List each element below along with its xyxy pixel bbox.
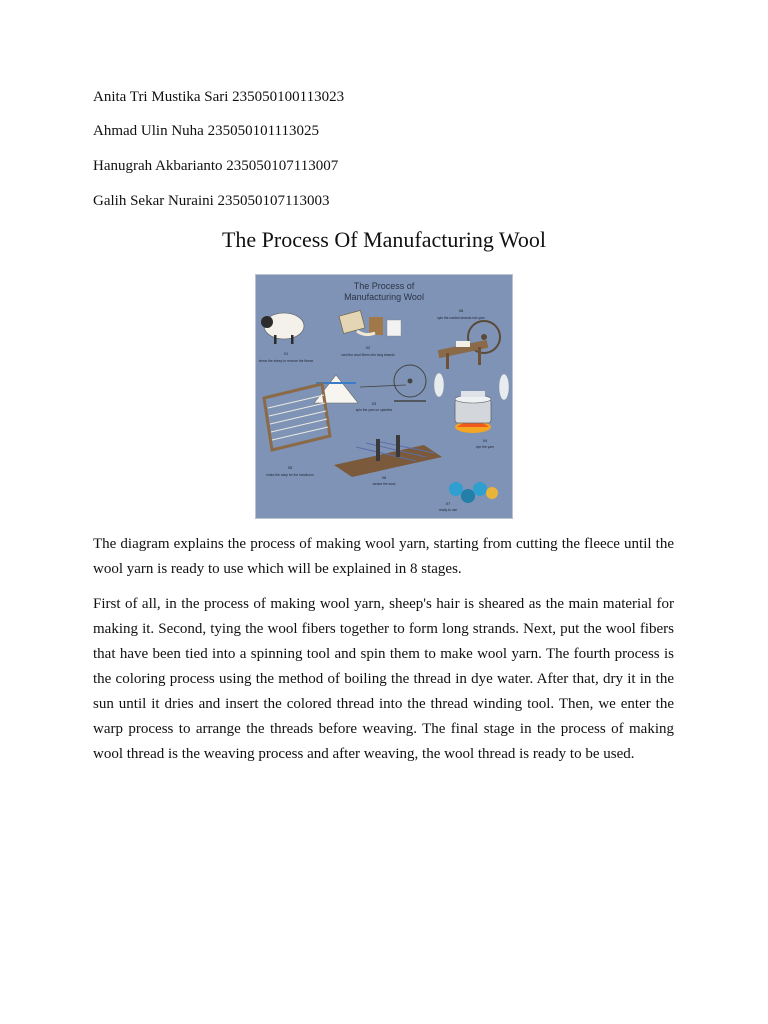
step-label: card the wool fibers into long strands	[341, 353, 395, 357]
intro-paragraph: The diagram explains the process of making wool yarn, starting from cutting the fleece until the wool yarn is ready to use which will be explained in 8 stages.	[93, 536, 674, 577]
step-label: spin the yarn on spindles	[355, 408, 393, 412]
warping-frame-icon	[264, 384, 330, 450]
diagram-heading-line2: Manufacturing Wool	[344, 292, 424, 302]
step-label-num: 04	[482, 438, 488, 443]
step-label-num: 02	[365, 345, 371, 350]
step-label-num: 06	[381, 475, 387, 480]
sheep-icon	[261, 313, 304, 344]
step-label: weave the wool	[372, 482, 396, 486]
dye-pot-icon	[455, 391, 491, 433]
author-name: Ahmad Ulin Nuha 235050101113025	[93, 123, 319, 139]
spindle-wheel-icon	[314, 365, 426, 403]
step-label-num: 01	[283, 351, 289, 356]
diagram-heading-line1: The Process of	[353, 281, 415, 291]
body-paragraph: First of all, in the process of making wool yarn, sheep's hair is sheared as the main material for making it. Second, tying the wool fibers together to form long strands. Next, put the wool fibers that have been tied into a spinning tool and spin them to make wool yarn. The fourth process is the coloring process using the method of boiling the thread in dye water. After that, dry it in the sun until it dries and insert the colored thread into the thread winding tool. Then, we enter the warp process to arrange the threads before weaving. The final stage in the process of making wool thread is the weaving process and after weaving, the wool thread is ready to be used.	[93, 596, 674, 762]
author-name: Anita Tri Mustika Sari 235050100113023	[93, 89, 345, 105]
document-title: The Process Of Manufacturing Wool	[221, 227, 547, 252]
loom-icon	[334, 435, 442, 477]
step-label: dye the yarn	[475, 445, 495, 449]
spinning-wheel-icon	[438, 321, 500, 369]
step-label: make the warp for the handloom	[266, 473, 314, 477]
step-label: spin the carded strands into yarn	[437, 316, 485, 320]
author-name: Galih Sekar Nuraini 235050107113003	[93, 193, 330, 209]
yarn-balls-icon	[449, 482, 498, 503]
carding-icon	[339, 310, 401, 336]
author-name: Hanugrah Akbarianto 235050107113007	[93, 158, 339, 174]
process-diagram	[255, 274, 513, 519]
step-label-num: 08	[458, 308, 464, 313]
step-label: shear the sheep to remove the fleece	[258, 359, 314, 363]
step-label-num: 05	[287, 465, 293, 470]
step-label: ready to use	[438, 508, 458, 512]
step-label-num: 07	[445, 501, 451, 506]
step-label-num: 03	[371, 401, 377, 406]
